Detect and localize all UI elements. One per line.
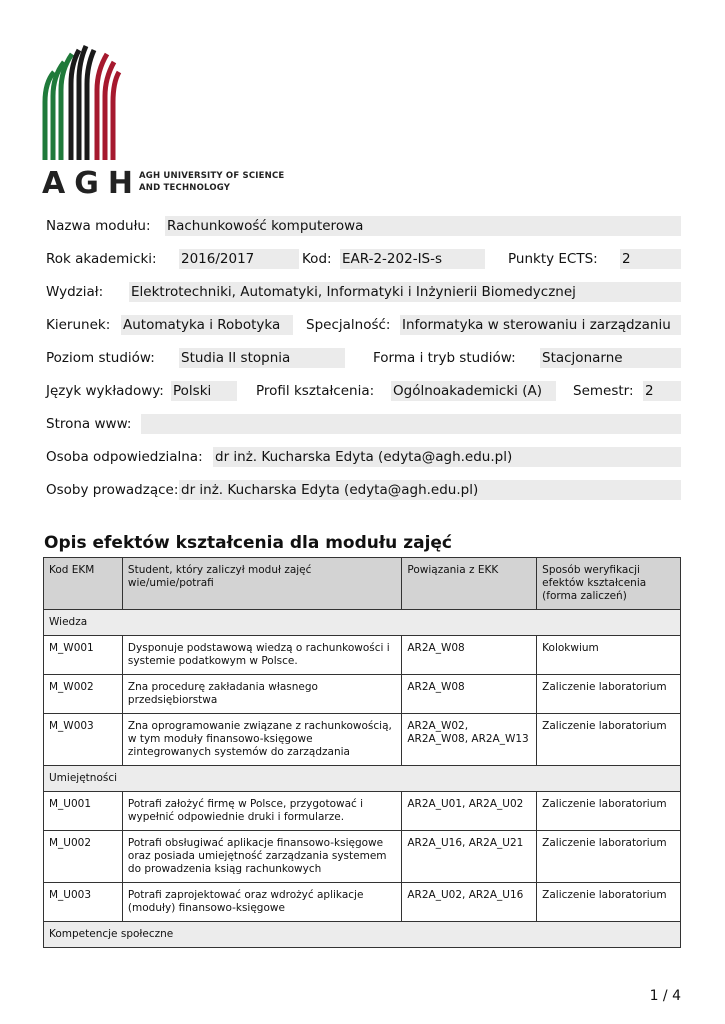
row-kod: M_U001: [44, 792, 123, 831]
ects-value: 2: [620, 249, 681, 269]
row-kod: M_U002: [44, 831, 123, 883]
row-ekk: AR2A_U02, AR2A_U16: [402, 883, 537, 922]
row-ekk: AR2A_W08: [402, 675, 537, 714]
ects-label: Punkty ECTS:: [508, 251, 598, 267]
agh-logo-line1: AGH UNIVERSITY OF SCIENCE: [139, 171, 285, 181]
specjalnosc-label: Specjalność:: [306, 317, 391, 333]
row-kod: M_W003: [44, 714, 123, 766]
row-opis: Dysponuje podstawową wiedzą o rachunkowości i systemie podatkowym w Polsce.: [122, 636, 401, 675]
prowadzace-label: Osoby prowadzące:: [46, 482, 179, 498]
odpowiedzialna-value: dr inż. Kucharska Edyta (edyta@agh.edu.pl): [213, 447, 681, 467]
semestr-value: 2: [643, 381, 681, 401]
section-title: Opis efektów kształcenia dla modułu zajęć: [44, 533, 453, 553]
ekm-table: [43, 557, 681, 948]
kierunek-label: Kierunek:: [46, 317, 111, 333]
poziom-value: Studia II stopnia: [179, 348, 345, 368]
table-row: [44, 792, 681, 831]
agh-logo-mark: [42, 44, 122, 160]
specjalnosc-value: Informatyka w sterowaniu i zarządzaniu: [400, 315, 681, 335]
nazwa-label: Nazwa modułu:: [46, 218, 151, 234]
prowadzace-value: dr inż. Kucharska Edyta (edyta@agh.edu.pl): [179, 480, 681, 500]
row-kod: M_U003: [44, 883, 123, 922]
kod-label: Kod:: [302, 251, 332, 267]
jezyk-value: Polski: [171, 381, 237, 401]
table-row: [44, 636, 681, 675]
row-ekk: AR2A_U01, AR2A_U02: [402, 792, 537, 831]
row-weryfikacja: Zaliczenie laboratorium: [537, 792, 681, 831]
row-ekk: AR2A_W02, AR2A_W08, AR2A_W13: [402, 714, 537, 766]
page-number: 1 / 4: [649, 988, 681, 1004]
category-row-kompetencje: [44, 922, 681, 948]
table-row: [44, 714, 681, 766]
www-value: [141, 414, 681, 434]
category-umiejetnosci: Umiejętności: [44, 766, 681, 792]
profil-value: Ogólnoakademicki (A): [391, 381, 556, 401]
row-weryfikacja: Zaliczenie laboratorium: [537, 675, 681, 714]
row-ekk: AR2A_W08: [402, 636, 537, 675]
category-kompetencje: Kompetencje społeczne: [44, 922, 681, 948]
row-opis: Zna oprogramowanie związane z rachunkowością, w tym moduły finansowo-księgowe zintegrowanych systemów do zarządzania: [122, 714, 401, 766]
row-ekk: AR2A_U16, AR2A_U21: [402, 831, 537, 883]
row-weryfikacja: Zaliczenie laboratorium: [537, 883, 681, 922]
kierunek-value: Automatyka i Robotyka: [121, 315, 293, 335]
table-row: [44, 883, 681, 922]
rok-label: Rok akademicki:: [46, 251, 157, 267]
header-weryfikacja: Sposób weryfikacji efektów kształcenia (forma zaliczeń): [537, 558, 681, 610]
profil-label: Profil kształcenia:: [256, 383, 375, 399]
row-kod: M_W002: [44, 675, 123, 714]
row-opis: Potrafi założyć firmę w Polsce, przygotować i wypełnić odpowiednie druki i formularze.: [122, 792, 401, 831]
rok-value: 2016/2017: [179, 249, 299, 269]
category-row-wiedza: [44, 610, 681, 636]
agh-logo-letters: AGH: [42, 166, 142, 201]
row-weryfikacja: Kolokwium: [537, 636, 681, 675]
category-wiedza: Wiedza: [44, 610, 681, 636]
forma-value: Stacjonarne: [540, 348, 681, 368]
row-weryfikacja: Zaliczenie laboratorium: [537, 714, 681, 766]
kod-value: EAR-2-202-IS-s: [340, 249, 485, 269]
forma-label: Forma i tryb studiów:: [373, 350, 516, 366]
header-kod: Kod EKM: [44, 558, 123, 610]
row-opis: Zna procedurę zakładania własnego przedsiębiorstwa: [122, 675, 401, 714]
agh-logo: [42, 44, 285, 201]
row-kod: M_W001: [44, 636, 123, 675]
row-opis: Potrafi obsługiwać aplikacje finansowo-księgowe oraz posiada umiejętność zarządzania systemem do prowadzenia ksiąg rachunkowych: [122, 831, 401, 883]
category-row-umiejetnosci: [44, 766, 681, 792]
jezyk-label: Język wykładowy:: [46, 383, 164, 399]
www-label: Strona www:: [46, 416, 132, 432]
poziom-label: Poziom studiów:: [46, 350, 155, 366]
odpowiedzialna-label: Osoba odpowiedzialna:: [46, 449, 203, 465]
header-opis: Student, który zaliczył moduł zajęć wie/umie/potrafi: [122, 558, 401, 610]
semestr-label: Semestr:: [573, 383, 634, 399]
table-row: [44, 675, 681, 714]
header-ekk: Powiązania z EKK: [402, 558, 537, 610]
agh-logo-line2: AND TECHNOLOGY: [139, 183, 231, 193]
table-row: [44, 831, 681, 883]
table-header-row: [44, 558, 681, 610]
wydzial-value: Elektrotechniki, Automatyki, Informatyki i Inżynierii Biomedycznej: [129, 282, 681, 302]
nazwa-value: Rachunkowość komputerowa: [165, 216, 681, 236]
wydzial-label: Wydział:: [46, 284, 104, 300]
row-opis: Potrafi zaprojektować oraz wdrożyć aplikacje (moduły) finansowo-księgowe: [122, 883, 401, 922]
row-weryfikacja: Zaliczenie laboratorium: [537, 831, 681, 883]
